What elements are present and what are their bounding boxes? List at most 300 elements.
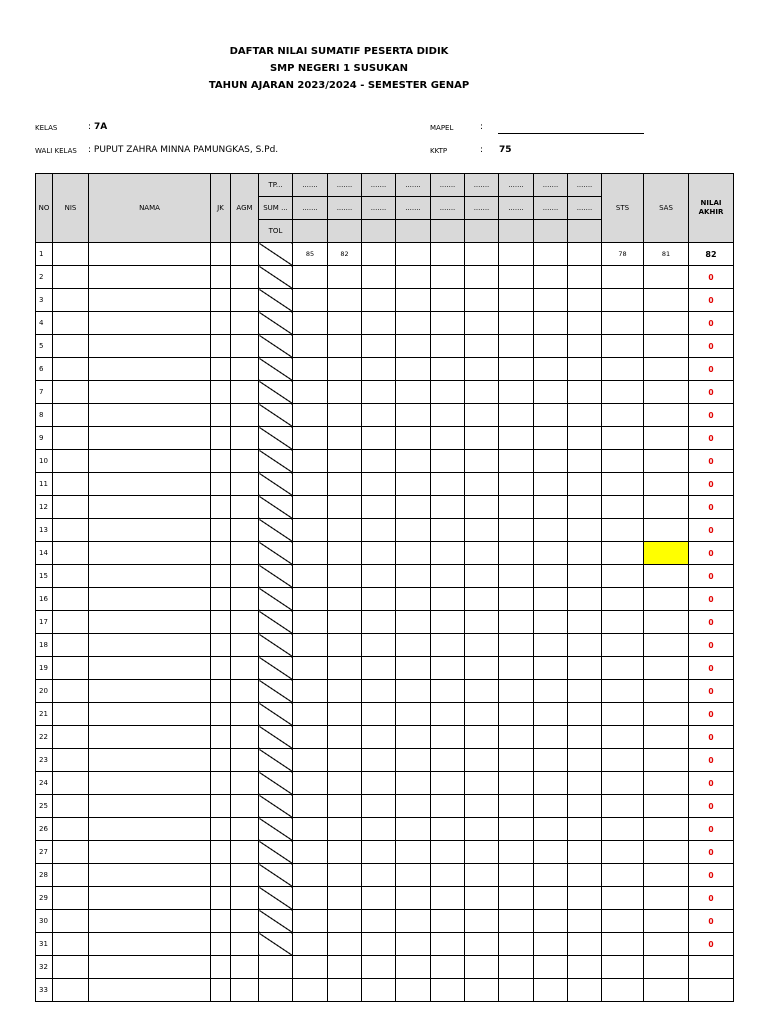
score-cell[interactable] [328,657,362,680]
score-cell[interactable] [499,473,534,496]
jk-cell[interactable] [211,933,231,956]
score-cell[interactable] [293,312,328,335]
sts-cell[interactable] [602,933,644,956]
sts-cell[interactable] [602,910,644,933]
score-cell[interactable] [396,312,431,335]
nama-cell[interactable] [89,496,211,519]
score-cell[interactable] [396,887,431,910]
score-cell[interactable] [396,864,431,887]
score-cell[interactable] [568,335,602,358]
score-cell[interactable] [568,657,602,680]
score-cell[interactable] [534,933,568,956]
score-cell[interactable] [362,519,396,542]
sts-cell[interactable] [602,588,644,611]
nis-cell[interactable] [53,496,89,519]
agm-cell[interactable] [231,611,259,634]
nis-cell[interactable] [53,358,89,381]
score-cell[interactable] [499,749,534,772]
nama-cell[interactable] [89,565,211,588]
nis-cell[interactable] [53,703,89,726]
agm-cell[interactable] [231,289,259,312]
nama-cell[interactable] [89,634,211,657]
score-cell[interactable] [328,289,362,312]
agm-cell[interactable] [231,565,259,588]
sts-cell[interactable] [602,680,644,703]
sas-cell[interactable] [644,404,689,427]
nis-cell[interactable] [53,795,89,818]
sts-cell[interactable] [602,841,644,864]
score-cell[interactable] [328,358,362,381]
jk-cell[interactable] [211,657,231,680]
agm-cell[interactable] [231,634,259,657]
nama-cell[interactable] [89,818,211,841]
agm-cell[interactable] [231,404,259,427]
nis-cell[interactable] [53,749,89,772]
score-cell[interactable] [293,887,328,910]
nama-cell[interactable] [89,933,211,956]
agm-cell[interactable] [231,496,259,519]
sts-cell[interactable] [602,519,644,542]
score-cell[interactable] [293,565,328,588]
sts-cell[interactable] [602,864,644,887]
score-cell[interactable] [431,841,465,864]
sas-cell[interactable] [644,887,689,910]
nis-cell[interactable] [53,634,89,657]
score-cell[interactable] [499,841,534,864]
score-cell[interactable] [396,841,431,864]
score-cell[interactable] [362,473,396,496]
score-cell[interactable] [431,772,465,795]
score-cell[interactable] [499,634,534,657]
score-cell[interactable] [431,657,465,680]
sas-cell[interactable] [644,772,689,795]
nama-cell[interactable] [89,726,211,749]
score-cell[interactable] [534,749,568,772]
score-cell[interactable] [293,680,328,703]
score-cell[interactable] [431,887,465,910]
score-cell[interactable] [499,726,534,749]
score-cell[interactable] [396,818,431,841]
score-cell[interactable] [465,473,499,496]
score-cell[interactable] [431,795,465,818]
score-cell[interactable] [431,496,465,519]
score-cell[interactable] [568,726,602,749]
score-cell[interactable] [568,427,602,450]
score-cell[interactable] [534,496,568,519]
score-cell[interactable] [293,381,328,404]
score-cell[interactable] [293,956,328,979]
agm-cell[interactable] [231,680,259,703]
score-cell[interactable] [293,542,328,565]
nis-cell[interactable] [53,956,89,979]
score-cell[interactable] [534,818,568,841]
score-cell[interactable] [293,519,328,542]
score-cell[interactable] [534,680,568,703]
score-cell[interactable] [465,864,499,887]
sas-cell[interactable] [644,473,689,496]
score-cell[interactable] [362,680,396,703]
nama-cell[interactable] [89,473,211,496]
agm-cell[interactable] [231,772,259,795]
agm-cell[interactable] [231,956,259,979]
score-cell[interactable] [293,979,328,1002]
sts-cell[interactable] [602,358,644,381]
jk-cell[interactable] [211,588,231,611]
score-cell[interactable] [293,588,328,611]
sts-cell[interactable] [602,427,644,450]
score-cell[interactable] [465,657,499,680]
nama-cell[interactable] [89,749,211,772]
score-cell[interactable] [362,818,396,841]
nis-cell[interactable] [53,657,89,680]
score-cell[interactable] [396,772,431,795]
sts-cell[interactable] [602,634,644,657]
score-cell[interactable] [396,243,431,266]
nis-cell[interactable] [53,680,89,703]
score-cell[interactable] [431,565,465,588]
sas-cell[interactable] [644,611,689,634]
agm-cell[interactable] [231,381,259,404]
score-cell[interactable] [568,979,602,1002]
jk-cell[interactable] [211,910,231,933]
nis-cell[interactable] [53,542,89,565]
score-cell[interactable] [293,933,328,956]
score-cell[interactable] [328,979,362,1002]
score-cell[interactable] [465,312,499,335]
score-cell[interactable] [362,979,396,1002]
score-cell[interactable] [568,542,602,565]
nama-cell[interactable] [89,427,211,450]
nis-cell[interactable] [53,450,89,473]
score-cell[interactable] [534,335,568,358]
score-cell[interactable] [362,266,396,289]
score-cell[interactable] [431,427,465,450]
score-cell[interactable] [396,979,431,1002]
score-cell[interactable] [568,703,602,726]
score-cell[interactable] [499,910,534,933]
agm-cell[interactable] [231,450,259,473]
sas-cell[interactable] [644,910,689,933]
agm-cell[interactable] [231,358,259,381]
score-cell[interactable] [328,427,362,450]
score-cell[interactable] [362,358,396,381]
score-cell[interactable] [499,818,534,841]
score-cell[interactable] [293,289,328,312]
score-cell[interactable] [328,887,362,910]
score-cell[interactable] [568,864,602,887]
score-cell[interactable] [328,450,362,473]
score-cell[interactable] [568,404,602,427]
nis-cell[interactable] [53,266,89,289]
score-cell[interactable] [499,496,534,519]
agm-cell[interactable] [231,519,259,542]
score-cell[interactable] [328,703,362,726]
score-cell[interactable] [328,473,362,496]
agm-cell[interactable] [231,910,259,933]
score-cell[interactable] [362,289,396,312]
sas-cell[interactable] [644,588,689,611]
score-cell[interactable] [499,381,534,404]
score-cell[interactable] [534,634,568,657]
nis-cell[interactable] [53,726,89,749]
agm-cell[interactable] [231,726,259,749]
score-cell[interactable] [431,289,465,312]
score-cell[interactable] [396,450,431,473]
score-cell[interactable] [499,404,534,427]
agm-cell[interactable] [231,542,259,565]
score-cell[interactable] [431,312,465,335]
score-cell[interactable] [293,611,328,634]
nis-cell[interactable] [53,611,89,634]
agm-cell[interactable] [231,887,259,910]
score-cell[interactable] [328,864,362,887]
nama-cell[interactable] [89,519,211,542]
score-cell[interactable] [328,772,362,795]
agm-cell[interactable] [231,933,259,956]
score-cell[interactable] [293,634,328,657]
sts-cell[interactable] [602,473,644,496]
sas-cell[interactable]: 81 [644,243,689,266]
sas-cell[interactable] [644,818,689,841]
score-cell[interactable] [534,910,568,933]
nis-cell[interactable] [53,381,89,404]
score-cell[interactable] [534,588,568,611]
score-cell[interactable] [499,703,534,726]
sts-cell[interactable] [602,726,644,749]
nama-cell[interactable] [89,266,211,289]
score-cell[interactable] [465,335,499,358]
nama-cell[interactable] [89,611,211,634]
score-cell[interactable] [328,910,362,933]
score-cell[interactable] [431,243,465,266]
jk-cell[interactable] [211,473,231,496]
jk-cell[interactable] [211,703,231,726]
score-cell[interactable] [362,496,396,519]
score-cell[interactable] [328,565,362,588]
nama-cell[interactable] [89,588,211,611]
score-cell[interactable] [431,335,465,358]
nis-cell[interactable] [53,772,89,795]
jk-cell[interactable] [211,887,231,910]
sas-cell[interactable] [644,749,689,772]
nis-cell[interactable] [53,427,89,450]
score-cell[interactable] [499,772,534,795]
score-cell[interactable] [568,933,602,956]
score-cell[interactable] [534,450,568,473]
score-cell[interactable] [396,611,431,634]
score-cell[interactable] [568,634,602,657]
score-cell[interactable] [431,588,465,611]
sas-cell[interactable] [644,542,689,565]
score-cell[interactable] [362,841,396,864]
score-cell[interactable] [568,565,602,588]
score-cell[interactable] [568,381,602,404]
jk-cell[interactable] [211,358,231,381]
jk-cell[interactable] [211,634,231,657]
jk-cell[interactable] [211,772,231,795]
score-cell[interactable] [328,956,362,979]
score-cell[interactable] [293,772,328,795]
score-cell[interactable] [431,542,465,565]
nama-cell[interactable] [89,703,211,726]
nama-cell[interactable] [89,657,211,680]
score-cell[interactable] [499,542,534,565]
score-cell[interactable] [396,726,431,749]
score-cell[interactable] [499,864,534,887]
sas-cell[interactable] [644,864,689,887]
score-cell[interactable] [396,335,431,358]
sas-cell[interactable] [644,312,689,335]
sas-cell[interactable] [644,358,689,381]
score-cell[interactable] [568,818,602,841]
jk-cell[interactable] [211,749,231,772]
score-cell[interactable] [499,358,534,381]
nis-cell[interactable] [53,335,89,358]
score-cell[interactable] [396,404,431,427]
score-cell[interactable] [568,312,602,335]
score-cell[interactable] [362,657,396,680]
jk-cell[interactable] [211,450,231,473]
sts-cell[interactable] [602,450,644,473]
score-cell[interactable] [396,519,431,542]
jk-cell[interactable] [211,243,231,266]
score-cell[interactable] [396,496,431,519]
score-cell[interactable] [499,312,534,335]
nis-cell[interactable] [53,841,89,864]
agm-cell[interactable] [231,979,259,1002]
score-cell[interactable] [465,289,499,312]
sts-cell[interactable] [602,979,644,1002]
score-cell[interactable] [362,588,396,611]
score-cell[interactable] [465,542,499,565]
sas-cell[interactable] [644,933,689,956]
score-cell[interactable] [465,519,499,542]
score-cell[interactable] [431,266,465,289]
score-cell[interactable] [396,427,431,450]
score-cell[interactable] [568,289,602,312]
score-cell[interactable] [534,795,568,818]
nama-cell[interactable] [89,864,211,887]
jk-cell[interactable] [211,864,231,887]
score-cell[interactable] [534,726,568,749]
jk-cell[interactable] [211,381,231,404]
sas-cell[interactable] [644,726,689,749]
nama-cell[interactable] [89,450,211,473]
score-cell[interactable] [465,680,499,703]
score-cell[interactable] [362,726,396,749]
score-cell[interactable] [499,289,534,312]
score-cell[interactable] [499,979,534,1002]
sts-cell[interactable] [602,772,644,795]
score-cell[interactable] [431,404,465,427]
score-cell[interactable] [465,450,499,473]
sts-cell[interactable] [602,565,644,588]
score-cell[interactable] [568,243,602,266]
score-cell[interactable] [362,243,396,266]
nama-cell[interactable] [89,680,211,703]
score-cell[interactable] [362,864,396,887]
score-cell[interactable] [465,841,499,864]
score-cell[interactable] [431,611,465,634]
score-cell[interactable] [534,266,568,289]
score-cell[interactable] [568,358,602,381]
score-cell[interactable] [293,450,328,473]
score-cell[interactable] [465,956,499,979]
score-cell[interactable] [568,956,602,979]
jk-cell[interactable] [211,795,231,818]
score-cell[interactable] [362,703,396,726]
score-cell[interactable] [328,519,362,542]
score-cell[interactable] [293,726,328,749]
score-cell[interactable] [568,473,602,496]
score-cell[interactable] [396,795,431,818]
nama-cell[interactable] [89,335,211,358]
score-cell[interactable] [396,910,431,933]
score-cell[interactable] [362,542,396,565]
score-cell[interactable] [396,473,431,496]
score-cell[interactable] [499,933,534,956]
score-cell[interactable] [328,726,362,749]
score-cell[interactable] [293,795,328,818]
score-cell[interactable] [293,358,328,381]
sts-cell[interactable] [602,266,644,289]
nis-cell[interactable] [53,404,89,427]
score-cell[interactable] [362,450,396,473]
agm-cell[interactable] [231,427,259,450]
score-cell[interactable] [568,749,602,772]
jk-cell[interactable] [211,427,231,450]
score-cell[interactable] [293,657,328,680]
score-cell[interactable] [431,358,465,381]
jk-cell[interactable] [211,289,231,312]
score-cell[interactable] [362,381,396,404]
agm-cell[interactable] [231,473,259,496]
score-cell[interactable] [293,404,328,427]
agm-cell[interactable] [231,703,259,726]
score-cell[interactable] [431,864,465,887]
score-cell[interactable] [465,887,499,910]
score-cell[interactable] [568,887,602,910]
jk-cell[interactable] [211,266,231,289]
score-cell[interactable] [328,680,362,703]
jk-cell[interactable] [211,335,231,358]
score-cell[interactable] [362,404,396,427]
score-cell[interactable] [328,266,362,289]
score-cell[interactable] [328,818,362,841]
score-cell[interactable] [499,335,534,358]
agm-cell[interactable] [231,749,259,772]
score-cell[interactable] [396,634,431,657]
score-cell[interactable] [534,312,568,335]
jk-cell[interactable] [211,818,231,841]
score-cell[interactable] [396,703,431,726]
score-cell[interactable] [431,680,465,703]
sts-cell[interactable] [602,289,644,312]
jk-cell[interactable] [211,404,231,427]
sts-cell[interactable] [602,611,644,634]
agm-cell[interactable] [231,243,259,266]
score-cell[interactable] [293,841,328,864]
jk-cell[interactable] [211,542,231,565]
score-cell[interactable] [328,795,362,818]
score-cell[interactable] [328,542,362,565]
score-cell[interactable] [499,266,534,289]
score-cell[interactable] [362,312,396,335]
score-cell[interactable]: 85 [293,243,328,266]
score-cell[interactable] [499,565,534,588]
score-cell[interactable] [431,450,465,473]
sas-cell[interactable] [644,381,689,404]
